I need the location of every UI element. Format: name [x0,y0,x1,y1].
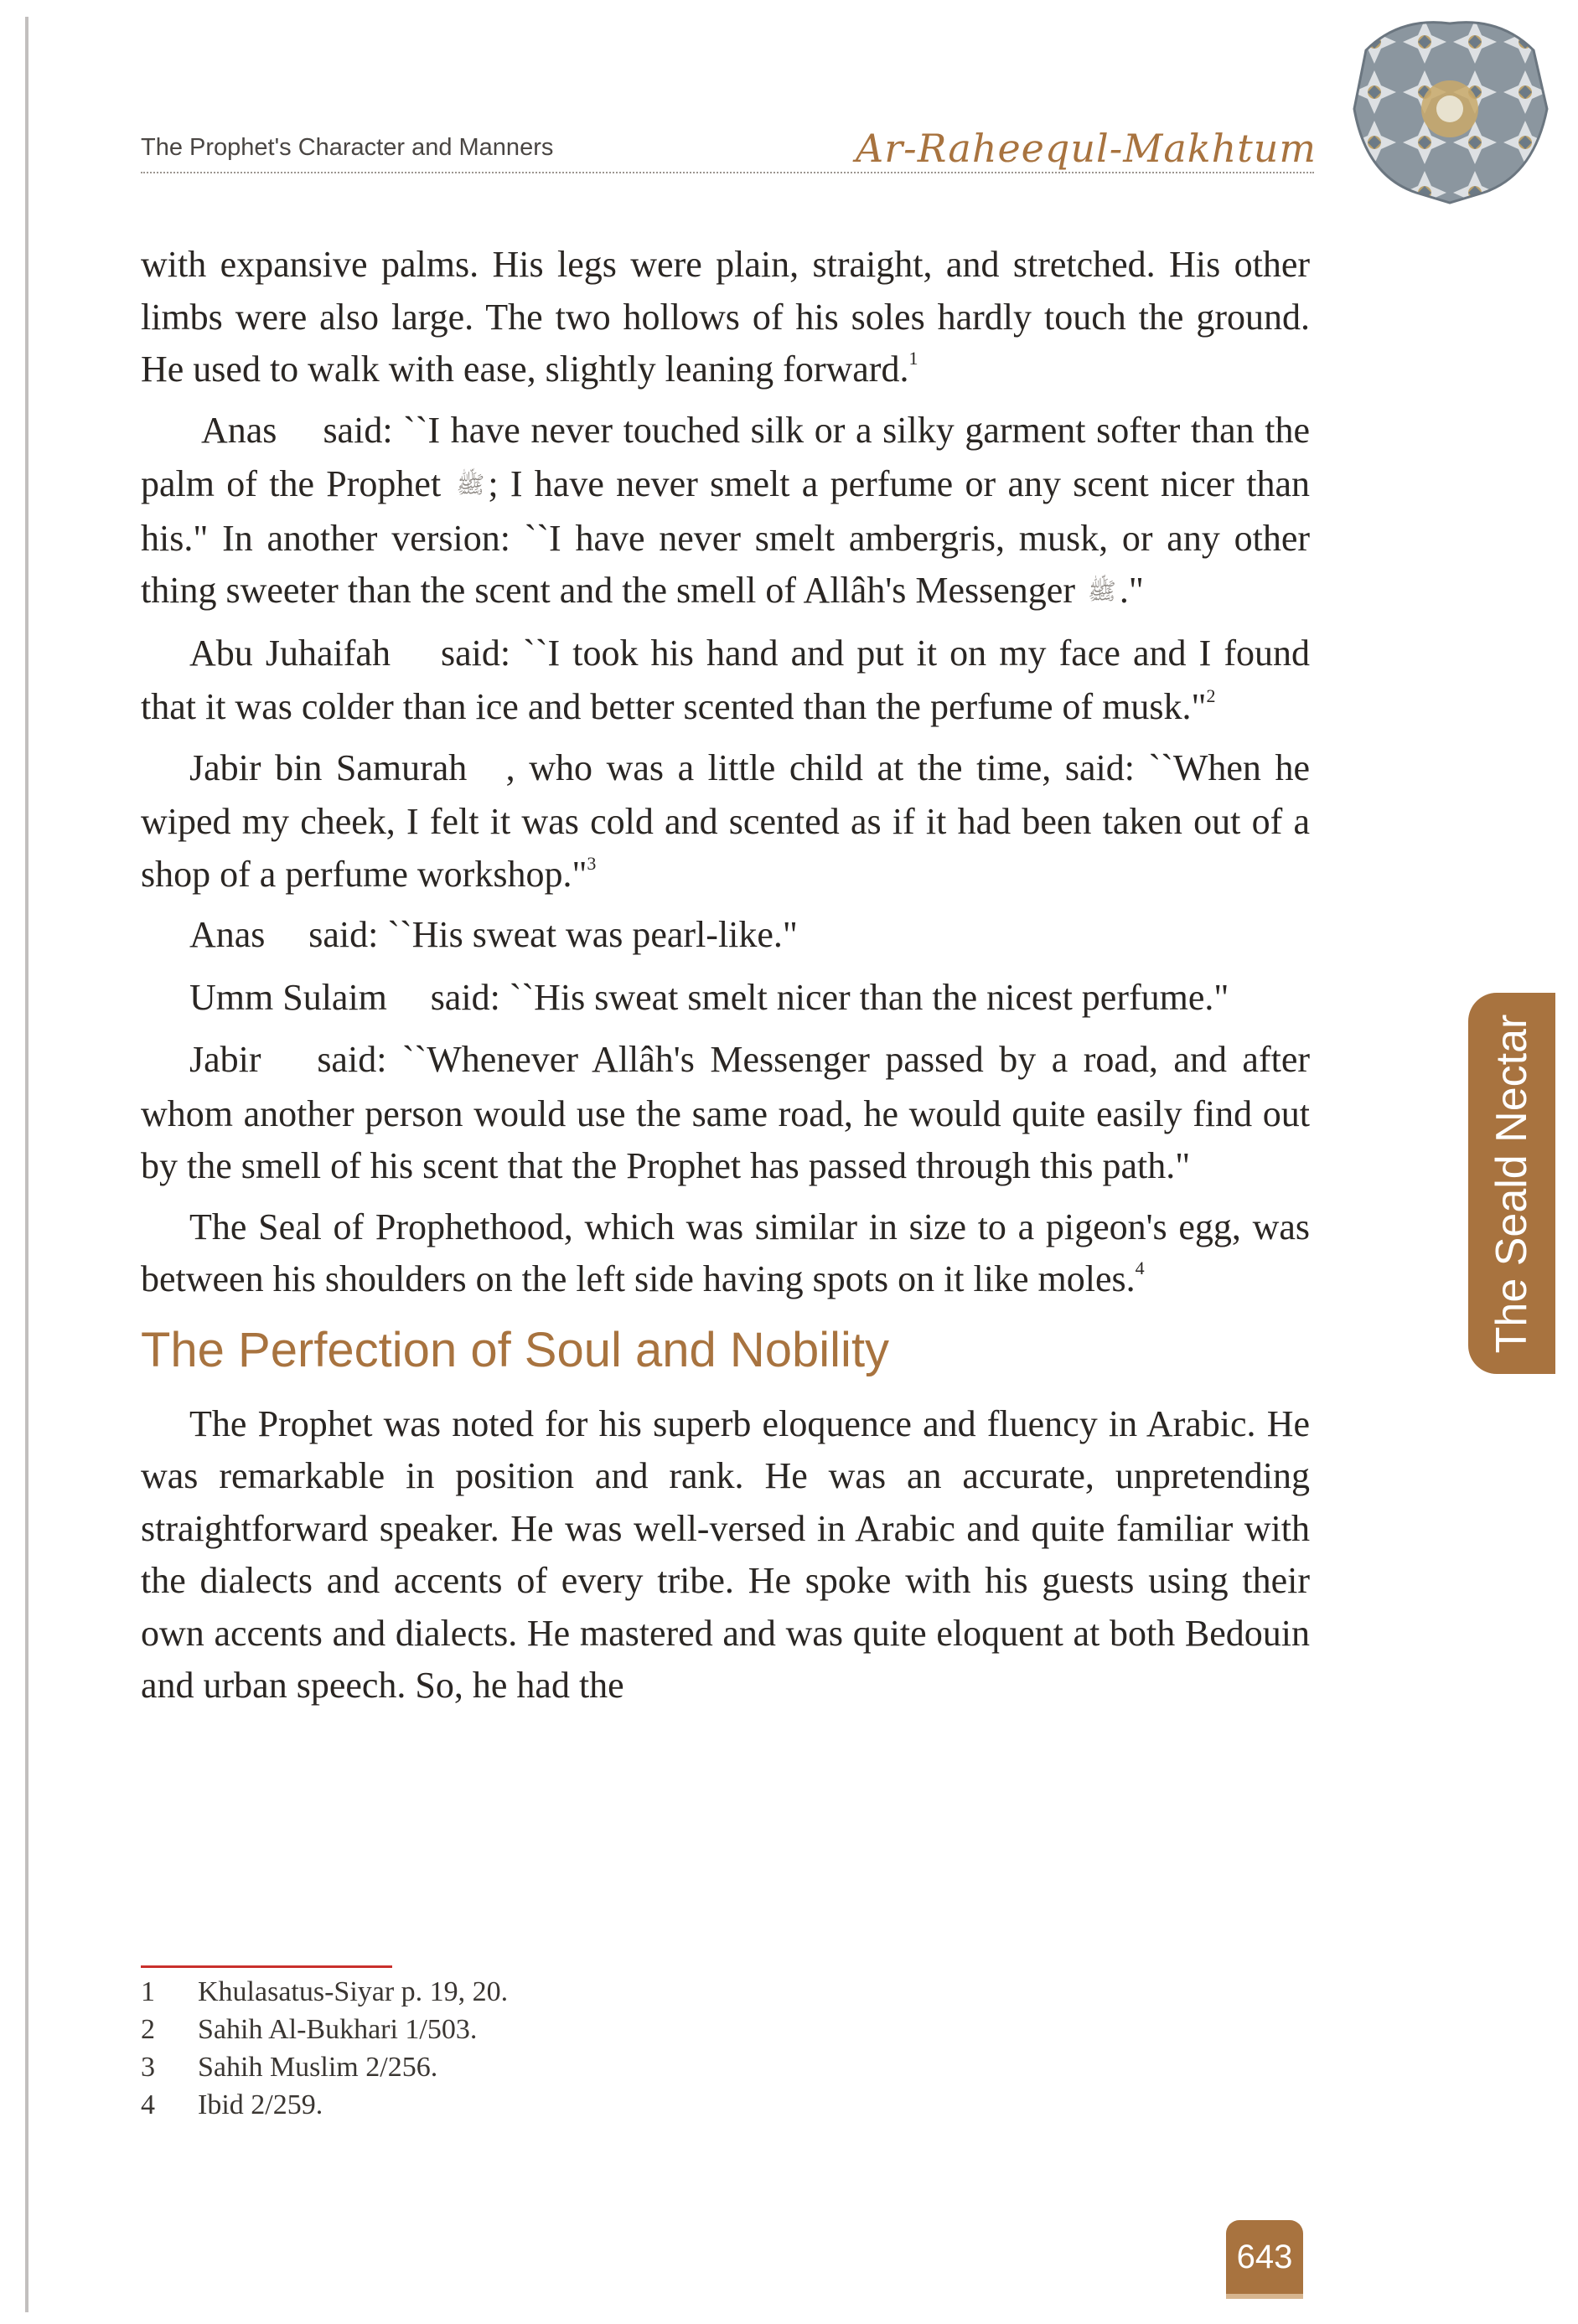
paragraph [141,239,1310,396]
footnote [141,1973,508,2011]
paragraph-text: The Seal of Prophethood, which was similar in size to a pigeon's egg, was between his shoulders on the left side having spots on it like moles. [141,1206,1310,1299]
paragraph-text: Anas [201,409,277,451]
side-tab-label: The Seald Nectar [1487,1014,1536,1353]
running-header-section: The Prophet's Character and Manners [141,134,554,161]
section-heading: The Perfection of Soul and Nobility [141,1322,890,1377]
footnote-divider [141,1965,392,1968]
footnote-ref: 4 [1135,1258,1145,1278]
paragraph-text: ." [1119,570,1144,611]
main-text [141,239,1310,1721]
honorific-icon: ﷺ [456,473,485,498]
side-tab [1468,993,1555,1374]
page-number-underline [1226,2294,1303,2299]
paragraph-text: said: ``I have never touched silk or a silky garment softer than the palm of the Prophet [141,409,1310,504]
footnote [141,2048,508,2086]
footnote-text: Sahih Al-Bukhari 1/503. [198,2014,478,2045]
paragraph-text: said: ``His sweat smelt nicer than the nicest perfume." [430,976,1229,1018]
footnote-ref: 3 [587,852,597,874]
footnote [141,2011,508,2048]
paragraph-text: Umm Sulaim [189,976,387,1018]
paragraph-text: The Prophet was noted for his superb eloquence and fluency in Arabic. He was remarkable in position and rank. He was an accurate, unpretending straightforward speaker. He was well-versed in Arabic and quite familiar with the dialects and accents of every tribe. He spoke with his guests using their own accents and dialects. He mastered and was quite eloquent at both Bedouin and urban speech. So, he had the [141,1402,1310,1706]
page-edge-shadow [25,17,28,2312]
ornament-icon [1349,17,1550,205]
paragraph-text: said: ``Whenever Allâh's Messenger passed by a road, and after whom another person would use the same road, he would quite easily find out by the smell of his scent that the Prophet has passed through this path." [141,1039,1311,1186]
header-dotted-rule [141,172,1314,173]
running-header-book-title: Ar-Raheequl-Makhtum [855,126,1317,171]
paragraph-text: with expansive palms. His legs were plain, straight, and stretched. His other limbs were also large. The two hollows of his soles hardly touch the ground. He used to walk with ease, slightly leaning forward. [141,244,1310,390]
footnote-number: 3 [141,2052,155,2083]
footnotes [141,1973,508,2124]
honorific-icon: ﷜ [291,418,309,445]
footnote-ref: 2 [1206,685,1216,706]
footnote-number: 4 [141,2089,155,2120]
paragraph-text: said: ``I took his hand and put it on my face and I found that it was colder than ice and better scented than the perfume of musk." [141,632,1310,727]
paragraph [141,627,1310,734]
honorific-icon: ﷜ [406,641,425,668]
footnote-text: Sahih Muslim 2/256. [198,2052,438,2083]
footnote [141,2086,508,2124]
paragraph [141,742,1310,901]
footnote-number: 1 [141,1976,155,2007]
honorific-icon: ﷺ [1087,579,1116,605]
paragraph [141,1034,1310,1193]
paragraph [141,972,1310,1026]
paragraph-text: Anas [189,914,266,955]
page-number: 643 [1226,2220,1303,2294]
paragraph-text: Jabir [189,1039,261,1080]
paragraph-text: Jabir bin Samurah [189,746,468,788]
paragraph [141,405,1310,619]
paragraph-text: , who was a little child at the time, said: ``When he wiped my cheek, I felt it was cold and scented as if it had been taken out of a shop of a perfume workshop." [141,746,1311,895]
footnote-ref: 1 [908,348,918,369]
paragraph [141,909,1310,963]
footnote-number: 2 [141,2014,155,2045]
honorific-icon: ﷜ [484,756,503,782]
footnote-text: Ibid 2/259. [198,2089,323,2120]
paragraph [141,1398,1310,1712]
footnote-text: Khulasatus-Siyar p. 19, 20. [198,1976,509,2007]
honorific-icon: ﷜ [277,923,297,949]
honorific-icon: ﷜ [399,985,418,1012]
paragraph-text: ; I have never smelt a perfume or any scent nicer than his." In another version: ``I have never smelt ambergris, musk, or any other thing sweeter than the scent and the smell of Allâh's Messenger [141,463,1311,611]
paragraph-text: Abu Juhaifah [189,632,391,674]
paragraph-text: said: ``His sweat was pearl-like." [308,914,798,955]
honorific-icon: ﷜ [280,1048,298,1074]
paragraph [141,1201,1310,1306]
